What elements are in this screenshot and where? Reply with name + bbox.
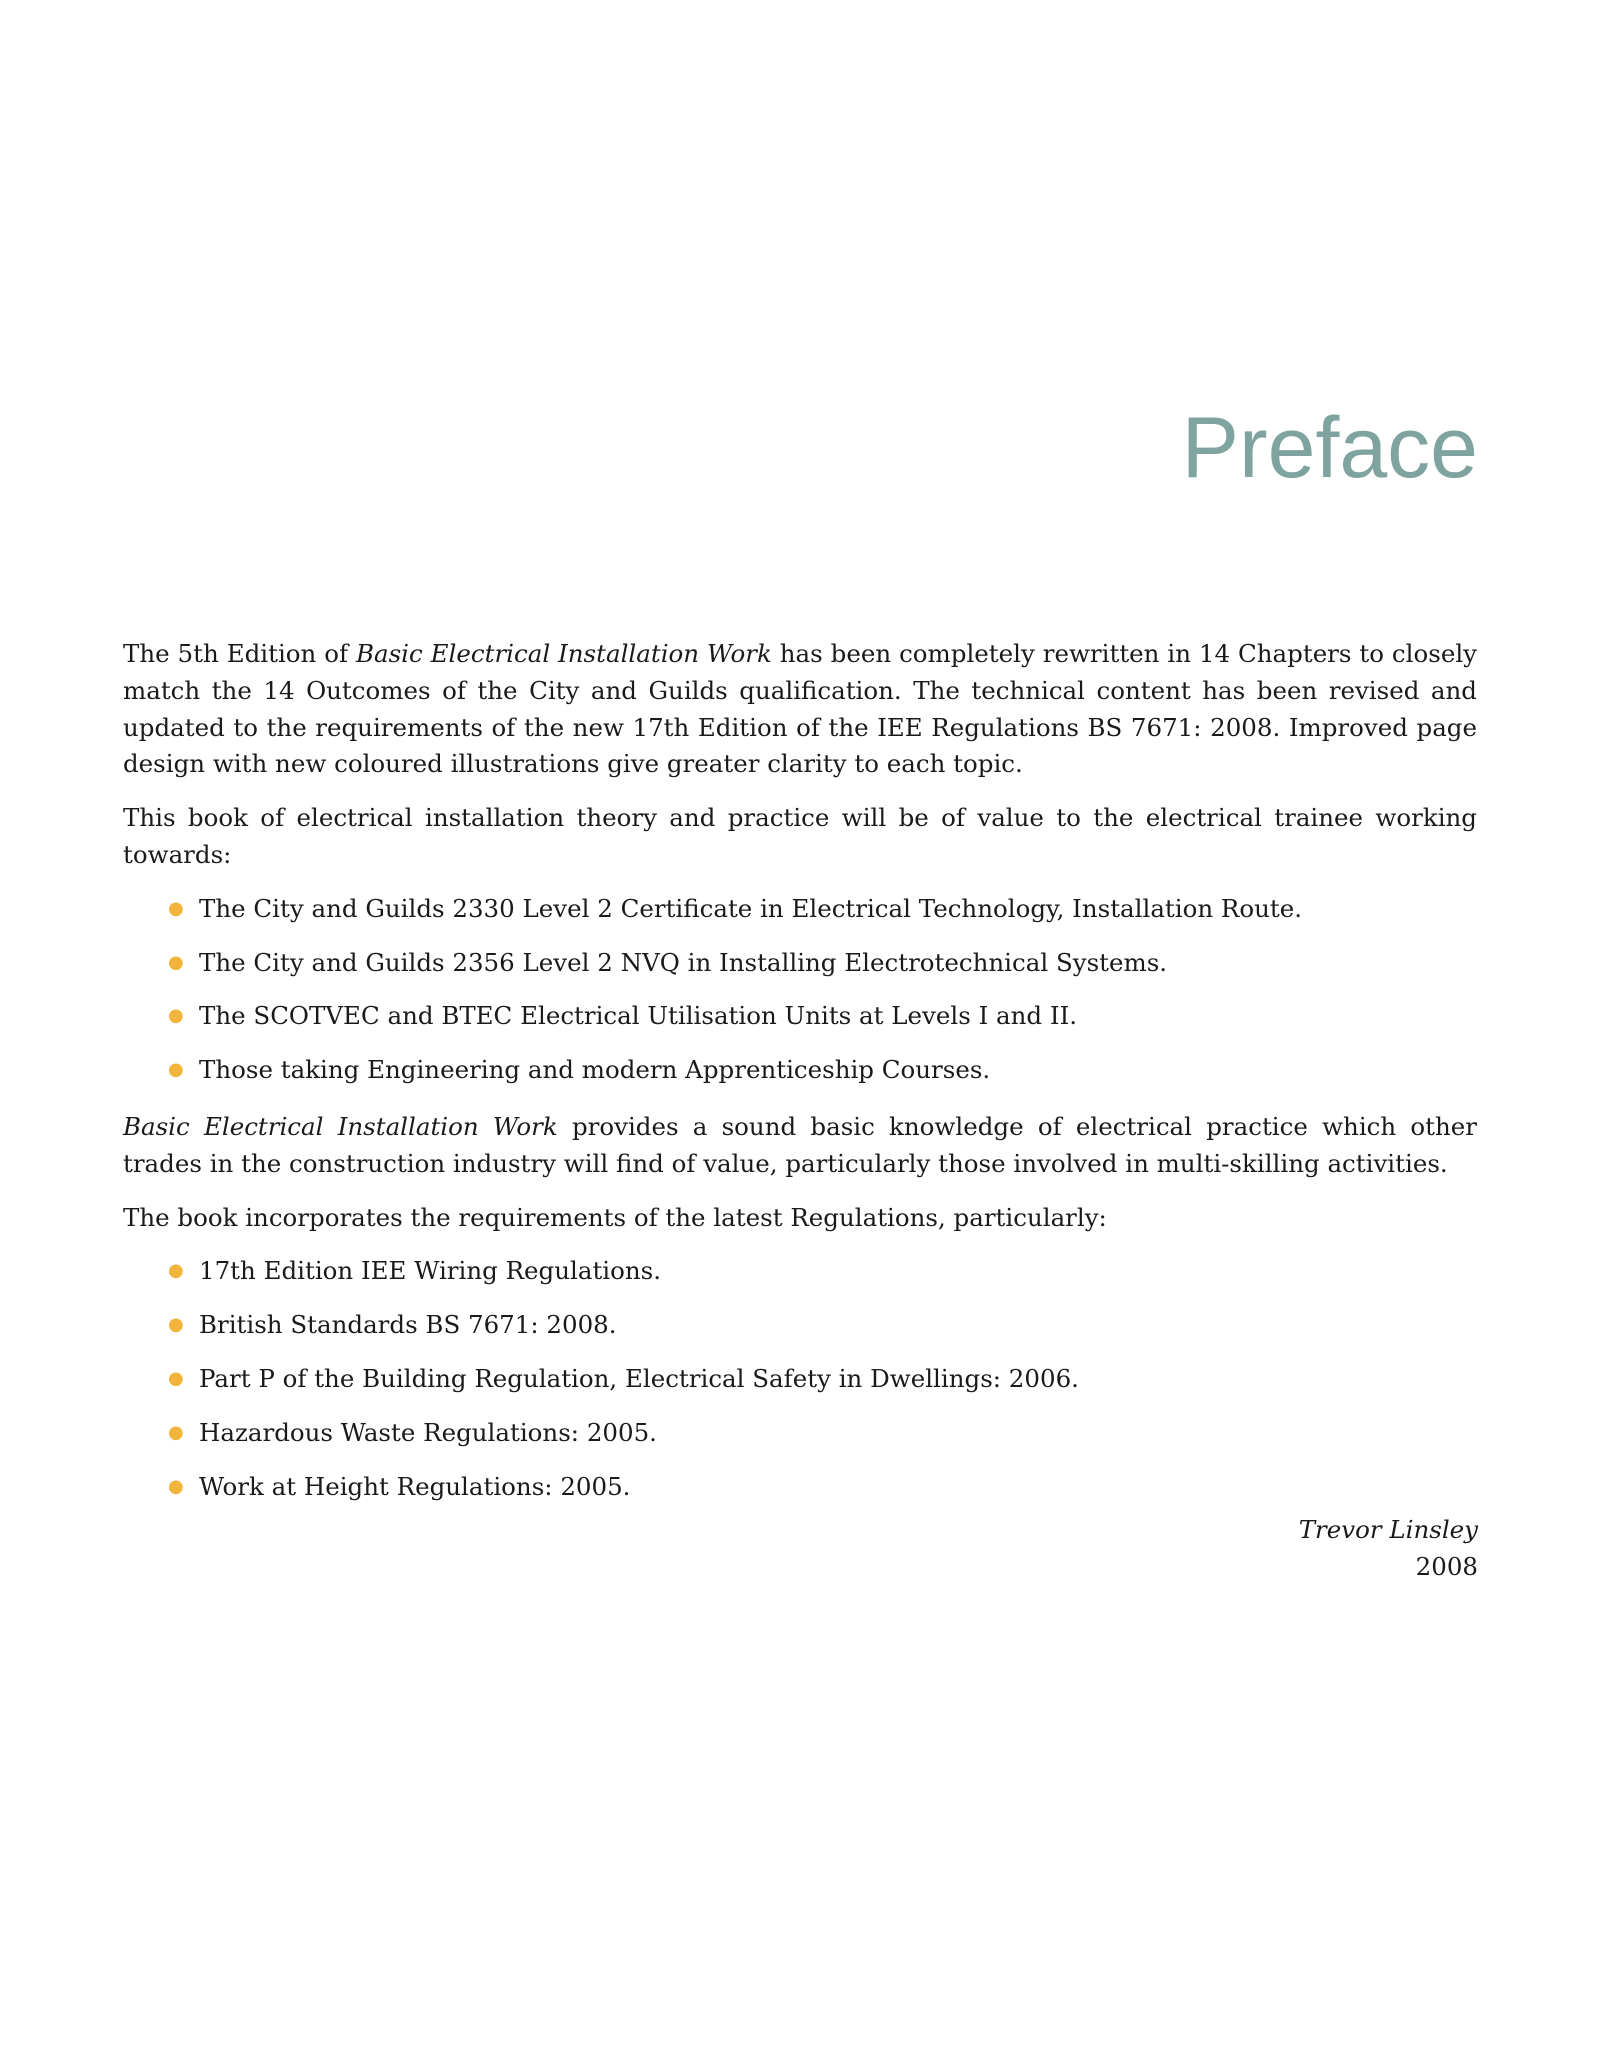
intro-suffix: has been completely rewritten in 14 Chapters to closely match the 14 Outcomes of the City and Guilds qualification. The technical content has been revised and updated to the requirements of the new 17th Edition of the IEE Regulations BS 7671: 2008. Improved page design with new coloured illustrations give greater clarity to each topic. [123, 639, 1477, 779]
regulations-list [123, 1253, 1477, 1505]
list-item-text: Part P of the Building Regulation, Electrical Safety in Dwellings: 2006. [199, 1363, 1079, 1393]
bullet-icon: ● [168, 1005, 184, 1027]
bullet-icon: ● [168, 1475, 184, 1497]
list-item-text: The SCOTVEC and BTEC Electrical Utilisation Units at Levels I and II. [199, 1001, 1078, 1031]
bullet-icon: ● [168, 1059, 184, 1081]
list-item [168, 998, 1477, 1035]
list-item-text: 17th Edition IEE Wiring Regulations. [199, 1256, 662, 1286]
page-title: Preface [1181, 400, 1478, 496]
list-item [168, 1307, 1477, 1344]
intro-paragraph [123, 636, 1477, 783]
list-item [168, 1415, 1477, 1452]
list-item [168, 945, 1477, 982]
list-item-text: Those taking Engineering and modern Apprenticeship Courses. [199, 1055, 991, 1085]
list-item [168, 1052, 1477, 1089]
bullet-icon: ● [168, 897, 184, 919]
author-name: Trevor Linsley [1298, 1515, 1478, 1544]
audience-list [123, 891, 1477, 1089]
list-item-text: British Standards BS 7671: 2008. [199, 1310, 617, 1340]
list-item-text: The City and Guilds 2356 Level 2 NVQ in Installing Electrotechnical Systems. [199, 947, 1168, 977]
list-item [168, 1253, 1477, 1290]
value-paragraph [123, 1109, 1477, 1183]
bullet-icon: ● [168, 1367, 184, 1389]
bullet-icon: ● [168, 1314, 184, 1336]
signature-block [1299, 1512, 1478, 1586]
bullet-icon: ● [168, 1260, 184, 1282]
regulations-intro: The book incorporates the requirements of the latest Regulations, particularly: [123, 1202, 1107, 1232]
value-suffix: provides a sound basic knowledge of electrical practice which other trades in the construction industry will find of value, particularly those involved in multi-skilling activities. [123, 1111, 1477, 1178]
list-item [168, 1469, 1477, 1506]
bullet-icon: ● [168, 1421, 184, 1443]
list-item-text: The City and Guilds 2330 Level 2 Certificate in Electrical Technology, Installation Route. [199, 893, 1303, 923]
list-item [168, 891, 1477, 928]
bullet-icon: ● [168, 951, 184, 973]
signature-year: 2008 [1415, 1551, 1478, 1581]
list-item-text: Work at Height Regulations: 2005. [199, 1471, 631, 1501]
list-item [168, 1361, 1477, 1398]
list-item-text: Hazardous Waste Regulations: 2005. [199, 1417, 657, 1447]
intro-prefix: The 5th Edition of [123, 639, 356, 668]
book-title: Basic Electrical Installation Work [123, 1111, 558, 1141]
preface-body [123, 636, 1477, 1525]
audience-intro: This book of electrical installation theory and practice will be of value to the electrical trainee working towards: [123, 803, 1477, 869]
book-title: Basic Electrical Installation Work [356, 639, 772, 668]
